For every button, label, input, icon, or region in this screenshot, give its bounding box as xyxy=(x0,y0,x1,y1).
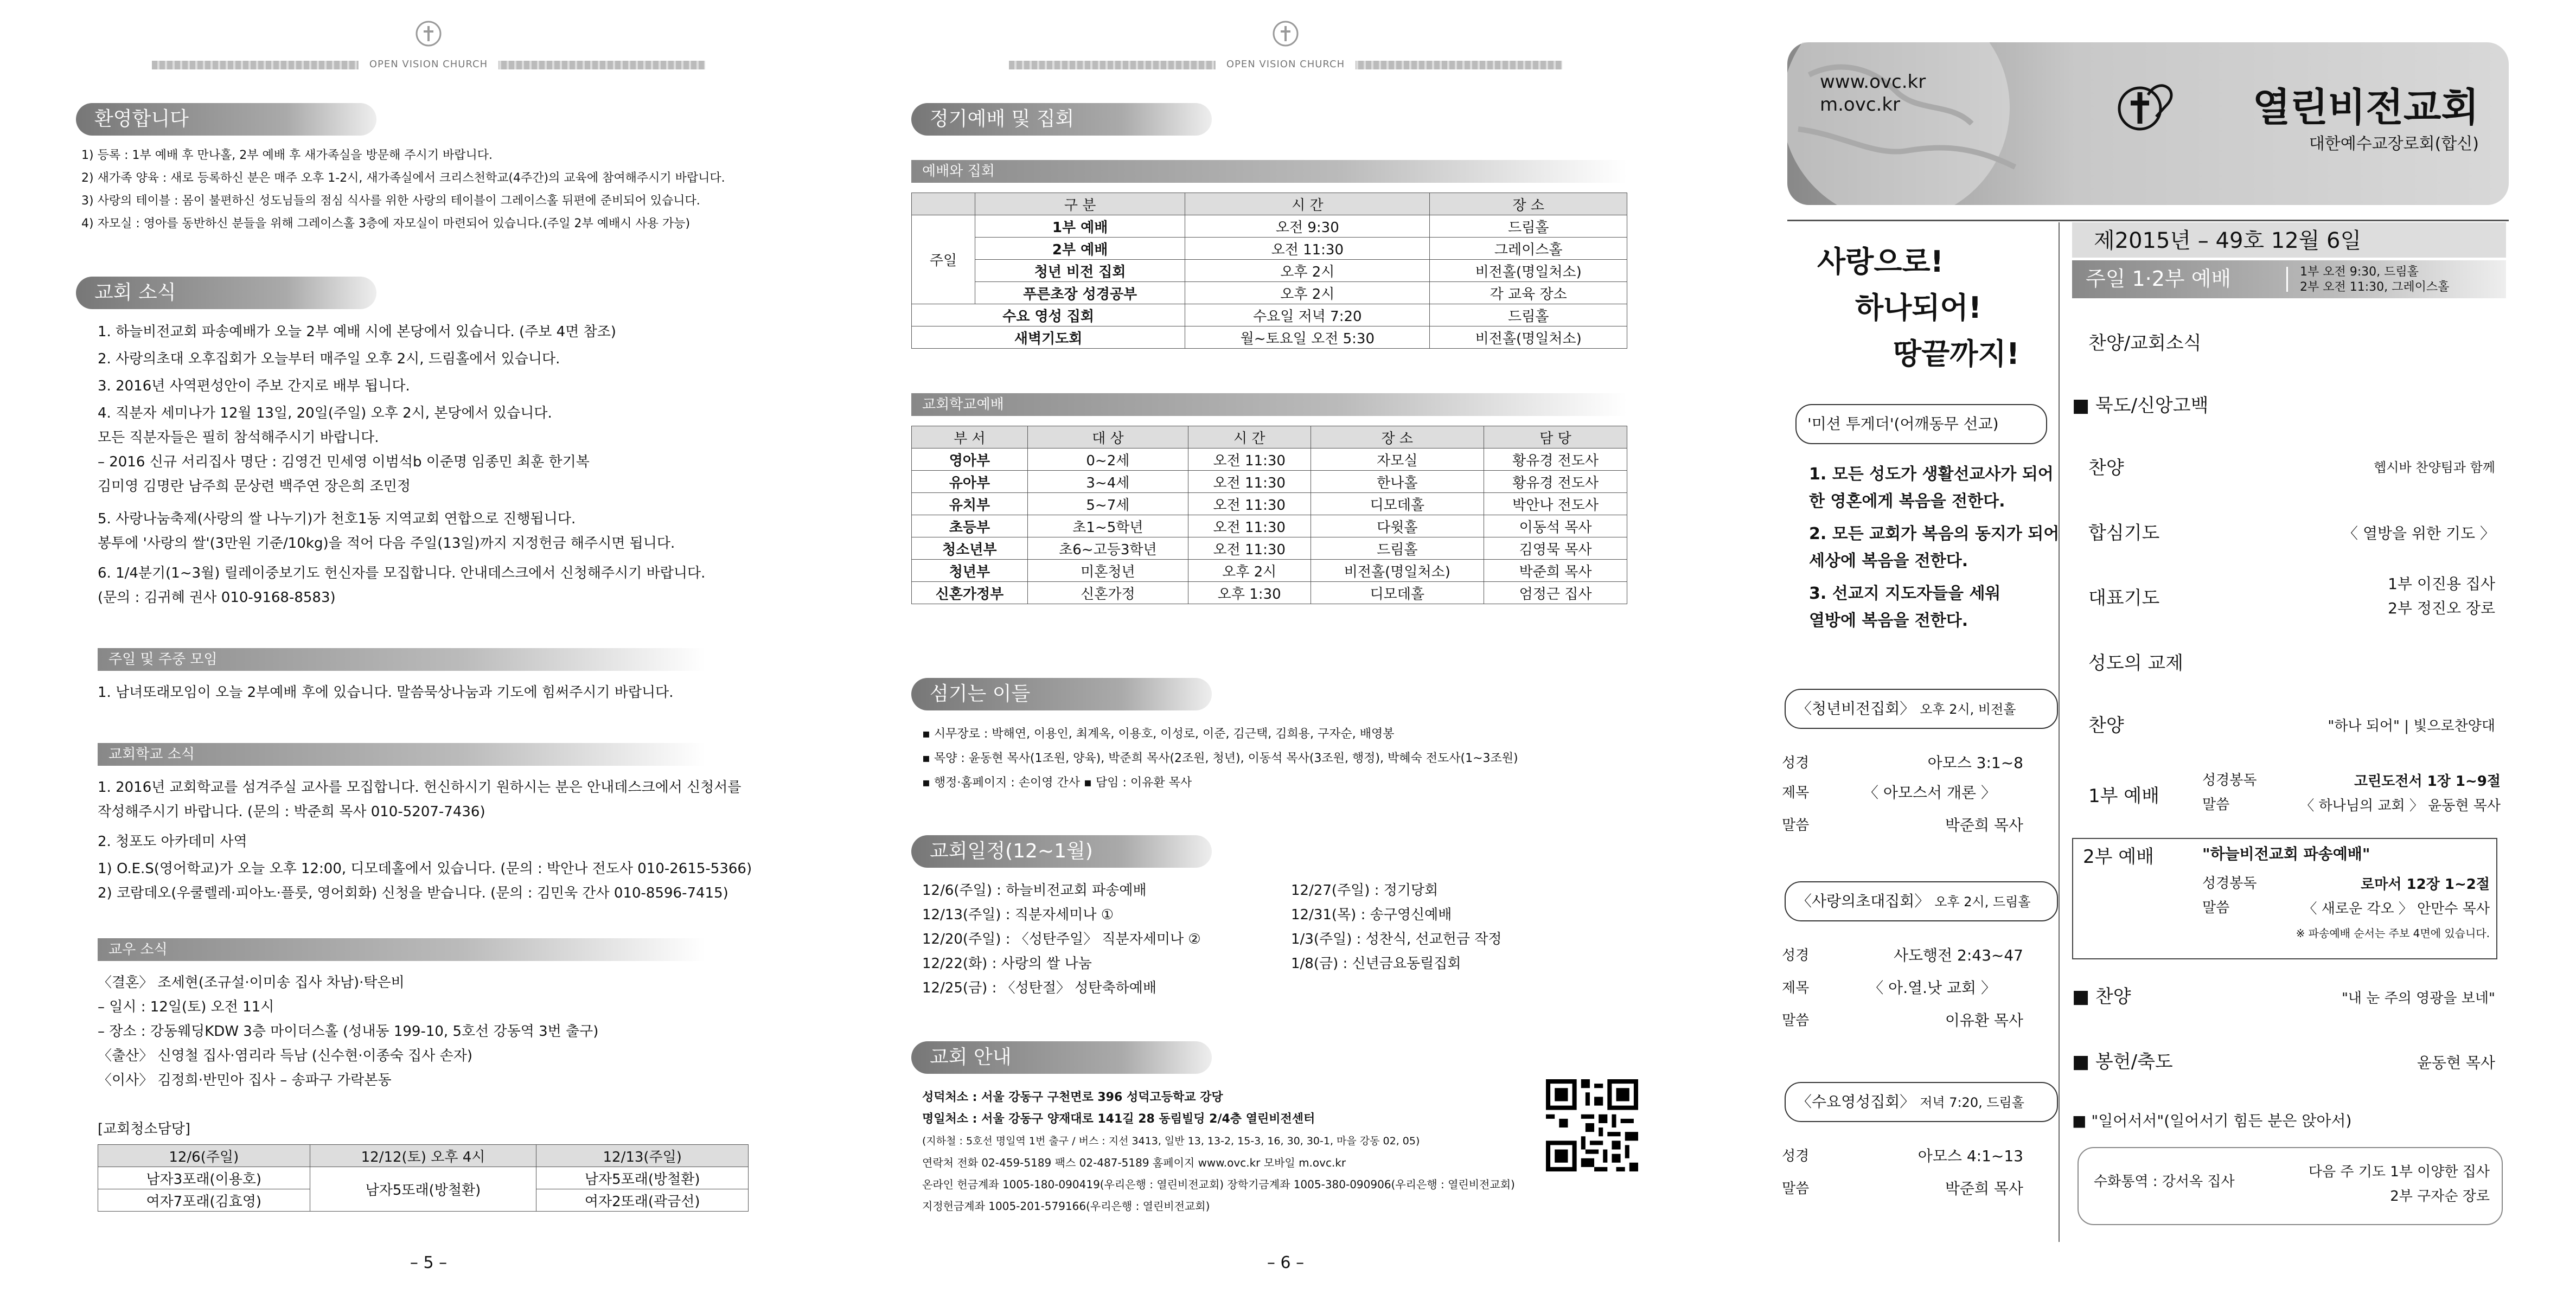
page-6 xyxy=(857,0,1714,1294)
edu-cell: 유치부 xyxy=(912,493,1028,515)
schedule-item: 12/22(화) : 사랑의 쌀 나눔 xyxy=(922,956,1092,972)
mission-line: 열방에 복음을 전한다. xyxy=(1809,611,1968,630)
page-number: – 5 – xyxy=(410,1253,448,1272)
school-line: 2) 코람데오(우쿨렐레·피아노·플룻, 영어회화) 신청을 받습니다. (문의 : 김민욱 간사 010-8596-7415) xyxy=(98,885,728,901)
cleaning-head: 12/13(주일) xyxy=(536,1145,749,1167)
order-item: ■ 찬양 xyxy=(2072,986,2131,1008)
order-item: 합심기도 xyxy=(2088,522,2160,544)
cleaning-cell: 남자3포래(이용호) xyxy=(98,1167,310,1189)
edu-cell: 초6~고등3학년 xyxy=(1027,537,1188,560)
love-label: 제목 xyxy=(1782,980,1810,996)
youth-label: 제목 xyxy=(1782,785,1810,801)
order-item: 1부 예배 xyxy=(2088,785,2159,807)
edu-cell: 자모실 xyxy=(1311,449,1484,471)
page-number: – 6 – xyxy=(1267,1253,1305,1272)
cleaning-head: 12/6(주일) xyxy=(98,1145,310,1167)
order-detail: 〈 열방을 위한 기도 〉 xyxy=(2343,524,2495,542)
love-gathering xyxy=(1785,881,2058,921)
wed-time: 저녁 7:20, 드림홀 xyxy=(1920,1095,2024,1110)
order-detail: 2부 정진오 장로 xyxy=(2388,599,2495,617)
wed-label: 성경 xyxy=(1782,1148,1810,1164)
edu-subtitle: 교회학교예배 xyxy=(911,393,1627,416)
order-item: 찬양 xyxy=(2088,457,2124,479)
section-worship: 정기예배 및 집회 xyxy=(911,103,1212,136)
edu-cell: 오전 11:30 xyxy=(1188,537,1311,560)
schedule-item: 12/25(금) : 〈성탄절〉 성탄축하예배 xyxy=(922,980,1156,996)
news-line: 3. 2016년 사역편성안이 주보 간지로 배부 됩니다. xyxy=(98,378,410,394)
cleaning-title: [교회청소담당] xyxy=(98,1121,190,1137)
church-logo-icon xyxy=(1267,16,1305,54)
worship-cell: 2부 예배 xyxy=(975,238,1185,260)
worship-table xyxy=(911,193,1627,349)
mission-line: 3. 선교지 지도자들을 세워 xyxy=(1809,584,2001,603)
guide-line: 명일처소 : 서울 강동구 양재대로 141길 28 동림빌딩 2/4층 열린비전센터 xyxy=(922,1112,1315,1126)
schedule-item: 12/31(목) : 송구영신예배 xyxy=(1291,907,1452,923)
worship-cell: 오전 11:30 xyxy=(1185,238,1430,260)
edu-cell: 엄정근 집사 xyxy=(1484,582,1627,604)
members-line: 〈이사〉 김정희·반민아 집사 – 송파구 가락본동 xyxy=(98,1072,392,1088)
mission-line: 1. 모든 성도가 생활선교사가 되어 xyxy=(1809,465,2054,484)
youth-label: 말씀 xyxy=(1782,817,1810,834)
news-line: 5. 사랑나눔축제(사랑의 쌀 나누기)가 천호1동 지역교회 연합으로 진행됩니다. xyxy=(98,511,576,527)
love-value: 이유환 목사 xyxy=(1945,1011,2023,1029)
guide-line: 성덕처소 : 서울 강동구 구천면로 396 성덕고등학교 강당 xyxy=(922,1091,1223,1104)
news-line: 1. 하늘비전교회 파송예배가 오늘 2부 예배 시에 본당에서 있습니다. (주보 4면 참조) xyxy=(98,324,616,340)
worship-cell: 청년 비전 집회 xyxy=(975,260,1185,282)
order-label: 말씀 xyxy=(2202,900,2230,916)
worship-cell: 그레이스홀 xyxy=(1430,238,1627,260)
denomination: 대한예수교장로회(합신) xyxy=(2309,134,2479,153)
worship-cell: 드림홀 xyxy=(1430,304,1627,326)
welcome-line: 2) 새가족 양육 : 새로 등록하신 분은 매주 오후 1-2시, 새가족실에서 크리스천학교(4주간)의 교육에 참여해주시기 바랍니다. xyxy=(81,171,725,185)
love-value: 사도행전 2:43~47 xyxy=(1893,946,2023,964)
edu-cell: 오후 2시 xyxy=(1188,560,1311,582)
column-divider xyxy=(2059,222,2060,1242)
edu-cell: 디모데홀 xyxy=(1311,582,1484,604)
youth-title: 〈청년비전집회〉 xyxy=(1797,700,1915,718)
worship-cell: 비전홀(명일처소) xyxy=(1430,326,1627,349)
church-logo-icon xyxy=(410,16,448,54)
cleaning-cell: 여자2또래(곽금선) xyxy=(536,1189,749,1212)
order-item: ■ 묵도/신앙고백 xyxy=(2072,395,2209,417)
members-line: 〈출산〉 신영철 집사·염리라 득남 (신수현·이종숙 집사 손자) xyxy=(98,1048,472,1064)
service-time-2: 2부 오전 11:30, 그레이스홀 xyxy=(2300,280,2450,294)
edu-cell: 오전 11:30 xyxy=(1188,449,1311,471)
slogan-line: 사랑으로! xyxy=(1817,245,1944,279)
worship-sunday: 주일 xyxy=(912,215,975,304)
news-line: – 2016 신규 서리집사 명단 : 김영건 민세영 이범석b 이준명 임종민 최훈 한기복 xyxy=(98,454,590,470)
worship-cell: 푸른초장 성경공부 xyxy=(975,282,1185,304)
news-line: 4. 직분자 세미나가 12월 13일, 20일(주일) 오후 2시, 본당에서 있습니다. xyxy=(98,405,552,421)
next-prayer-1: 다음 주 기도 1부 이양한 집사 xyxy=(2308,1164,2490,1180)
section-guide: 교회 안내 xyxy=(911,1041,1212,1074)
worship-subtitle: 예배와 집회 xyxy=(911,160,1627,183)
worship-cell: 새벽기도회 xyxy=(912,326,1185,349)
order-item: ■ "일어서서"(일어서기 힘든 분은 앉아서) xyxy=(2072,1112,2352,1130)
worship-cell: 1부 예배 xyxy=(975,215,1185,238)
wed-value: 아모스 4:1~13 xyxy=(1917,1147,2023,1165)
service-time-1: 1부 오전 9:30, 드림홀 xyxy=(2300,265,2419,279)
wed-label: 말씀 xyxy=(1782,1181,1810,1197)
edu-cell: 청년부 xyxy=(912,560,1028,582)
issue-number: 제2015년 – 49호 12월 6일 xyxy=(2094,228,2362,253)
mission-title: '미션 투게더'(어깨동무 선교) xyxy=(1795,404,2047,444)
order-detail: 〈 하나님의 교회 〉 윤동현 목사 xyxy=(2300,798,2501,814)
welcome-line: 3) 사랑의 테이블 : 몸이 불편하신 성도님들의 점심 식사를 위한 사랑의 테이블이 그레이스홀 뒤편에 준비되어 있습니다. xyxy=(81,194,700,208)
welcome-line: 1) 등록 : 1부 예배 후 만나홀, 2부 예배 후 새가족실을 방문해 주시기 바랍니다. xyxy=(81,149,493,162)
love-label: 성경 xyxy=(1782,947,1810,964)
order-detail: 1부 이진용 집사 xyxy=(2388,575,2495,593)
order-note: ※ 파송예배 순서는 주보 4면에 있습니다. xyxy=(2296,927,2490,940)
edu-cell: 한나홀 xyxy=(1311,471,1484,493)
edu-cell: 초등부 xyxy=(912,515,1028,537)
order-detail: 〈 새로운 각오 〉 안만수 목사 xyxy=(2303,901,2490,917)
edu-cell: 영아부 xyxy=(912,449,1028,471)
edu-cell: 박안나 전도사 xyxy=(1484,493,1627,515)
school-line: 작성해주시기 바랍니다. (문의 : 박준희 목사 010-5207-7436) xyxy=(98,804,485,820)
youth-value: 박준희 목사 xyxy=(1945,816,2023,834)
church-name: 열린비전교회 xyxy=(2252,85,2479,130)
edu-cell: 5~7세 xyxy=(1027,493,1188,515)
edu-head: 대 상 xyxy=(1027,426,1188,449)
page-5 xyxy=(0,0,857,1294)
welcome-line: 4) 자모실 : 영아를 동반하신 분들을 위해 그레이스홀 3층에 자모실이 마련되어 있습니다.(주일 2부 예배시 사용 가능) xyxy=(81,217,691,230)
worship-head: 구 분 xyxy=(975,193,1185,215)
love-title: 〈사랑의초대집회〉 xyxy=(1797,892,1930,910)
love-label: 말씀 xyxy=(1782,1013,1810,1029)
edu-cell: 0~2세 xyxy=(1027,449,1188,471)
schedule-item: 12/27(주일) : 정기당회 xyxy=(1291,882,1439,899)
edu-cell: 오전 11:30 xyxy=(1188,515,1311,537)
news-line: 봉투에 '사랑의 쌀'(3만원 기준/10kg)을 적어 다음 주일(13일)까지 지정헌금 해주시면 됩니다. xyxy=(98,535,675,552)
mobile-link[interactable]: m.ovc.kr xyxy=(1820,94,1901,116)
edu-cell: 드림홀 xyxy=(1311,537,1484,560)
order-item: 성도의 교제 xyxy=(2088,652,2184,674)
qr-code-icon[interactable] xyxy=(1546,1079,1638,1171)
news-line: 김미영 김명란 남주희 문상련 백주연 장은희 조민정 xyxy=(98,478,411,495)
edu-head: 부 서 xyxy=(912,426,1028,449)
worship-head: 시 간 xyxy=(1185,193,1430,215)
worship-cell: 수요 영성 집회 xyxy=(912,304,1185,326)
schedule-item: 12/20(주일) : 〈성탄주일〉 직분자세미나 ② xyxy=(922,931,1201,947)
worship-cell: 드림홀 xyxy=(1430,215,1627,238)
youth-value: 아모스 3:1~8 xyxy=(1927,754,2023,772)
order-detail: "내 눈 주의 영광을 보네" xyxy=(2341,990,2495,1007)
order-detail: 고린도전서 1장 1~9절 xyxy=(2354,773,2501,790)
order-detail: 윤동현 목사 xyxy=(2417,1054,2495,1072)
cleaning-cell: 여자7포래(김효영) xyxy=(98,1189,310,1212)
members-line: 〈결혼〉 조세현(조규설·이미송 집사 차남)·탁은비 xyxy=(98,975,405,991)
edu-head: 담 당 xyxy=(1484,426,1627,449)
edu-cell: 신혼가정 xyxy=(1027,582,1188,604)
servants-line: ▪ 목양 : 윤동현 목사(1조원, 양육), 박준희 목사(2조원, 청년), 이동석 목사(3조원, 행정), 박혜숙 전도사(1~3조원) xyxy=(922,752,1518,765)
order-item: 대표기도 xyxy=(2088,587,2160,609)
edu-cell: 유아부 xyxy=(912,471,1028,493)
guide-line: 온라인 헌금계좌 1005-180-090419(우리은행 : 열린비전교회) 장학기금계좌 1005-380-090906(우리은행 : 열린비전교회) xyxy=(922,1178,1515,1191)
news-line: (문의 : 김귀혜 권사 010-9168-8583) xyxy=(98,590,336,606)
edu-table xyxy=(911,426,1627,604)
interpreter: 수화통역 : 강서옥 집사 xyxy=(2094,1174,2235,1190)
cleaning-table xyxy=(98,1144,749,1212)
edu-cell: 오후 1:30 xyxy=(1188,582,1311,604)
divider xyxy=(1787,220,2509,221)
edu-cell: 다윗홀 xyxy=(1311,515,1484,537)
youth-time: 오후 2시, 비전홀 xyxy=(1920,702,2016,717)
next-prayer-2: 2부 구자순 장로 xyxy=(2390,1188,2490,1205)
news-line: 모든 직분자들은 필히 참석해주시기 바랍니다. xyxy=(98,430,379,446)
worship-cell: 비전홀(명일처소) xyxy=(1430,260,1627,282)
edu-cell: 이동석 목사 xyxy=(1484,515,1627,537)
wed-title: 〈수요영성집회〉 xyxy=(1797,1093,1915,1111)
url-block xyxy=(1820,71,1926,116)
worship-cell: 월~토요일 오전 5:30 xyxy=(1185,326,1430,349)
edu-cell: 미혼청년 xyxy=(1027,560,1188,582)
guide-line: 연락처 전화 02-459-5189 팩스 02-487-5189 홈페이지 www.ovc.kr 모바일 m.ovc.kr xyxy=(922,1156,1346,1169)
edu-cell: 디모데홀 xyxy=(1311,493,1484,515)
slogan-line: 땅끝까지! xyxy=(1893,337,2020,371)
members-line: – 장소 : 강동웨딩KDW 3층 마이더스홀 (성내동 199-10, 5호선 강동역 3번 출구) xyxy=(98,1023,599,1040)
servants-line: ▪ 시무장로 : 박해연, 이용인, 최계옥, 이용호, 이성로, 이준, 김근택, 김희용, 구자순, 배영봉 xyxy=(922,727,1395,741)
schedule-item: 1/3(주일) : 성찬식, 선교헌금 작정 xyxy=(1291,931,1502,947)
news-line: 2. 사랑의초대 오후집회가 오늘부터 매주일 오후 2시, 드림홀에서 있습니다. xyxy=(98,351,560,367)
order-label: 성경봉독 xyxy=(2202,772,2257,789)
page-header xyxy=(0,16,857,76)
website-link[interactable]: www.ovc.kr xyxy=(1820,71,1926,93)
front-page xyxy=(1714,0,2576,1294)
section-schedule: 교회일정(12~1월) xyxy=(911,835,1212,868)
school-line: 2. 청포도 아카데미 사역 xyxy=(98,834,247,850)
section-school-news: 교회학교 소식 xyxy=(98,743,705,766)
section-meetings: 주일 및 주중 모임 xyxy=(98,648,705,671)
edu-head: 시 간 xyxy=(1188,426,1311,449)
wed-gathering xyxy=(1785,1082,2058,1122)
edu-cell: 박준희 목사 xyxy=(1484,560,1627,582)
order-item: 찬양/교회소식 xyxy=(2088,332,2202,354)
mission-line: 한 영혼에게 복음을 전한다. xyxy=(1809,492,2005,511)
worship-cell: 오후 2시 xyxy=(1185,282,1430,304)
youth-value: 〈 아모스서 개론 〉 xyxy=(1863,784,1996,802)
news-line: 6. 1/4분기(1~3월) 릴레이중보기도 헌신자를 모집합니다. 안내데스크에서 신청해주시기 바랍니다. xyxy=(98,565,706,581)
worship-cell: 오후 2시 xyxy=(1185,260,1430,282)
edu-cell: 황유경 전도사 xyxy=(1484,471,1627,493)
youth-label: 성경 xyxy=(1782,755,1810,771)
order-detail: "하늘비전교회 파송예배" xyxy=(2202,845,2370,863)
edu-cell: 비전홀(명일처소) xyxy=(1311,560,1484,582)
wed-value: 박준희 목사 xyxy=(1945,1180,2023,1197)
header-brand: OPEN VISION CHURCH xyxy=(359,59,498,70)
order-label: 말씀 xyxy=(2202,797,2230,813)
edu-cell: 3~4세 xyxy=(1027,471,1188,493)
cleaning-head: 12/12(토) 오후 4시 xyxy=(310,1145,536,1167)
order-detail: 로마서 12장 1~2절 xyxy=(2361,876,2490,893)
edu-cell: 청소년부 xyxy=(912,537,1028,560)
worship-cell: 오전 9:30 xyxy=(1185,215,1430,238)
edu-cell: 오전 11:30 xyxy=(1188,493,1311,515)
section-members: 교우 소식 xyxy=(98,938,705,961)
worship-cell: 각 교육 장소 xyxy=(1430,282,1627,304)
edu-cell: 황유경 전도사 xyxy=(1484,449,1627,471)
order-item: ■ 봉헌/축도 xyxy=(2072,1051,2173,1073)
order-detail: "하나 되어" | 빛으로찬양대 xyxy=(2328,718,2495,734)
edu-cell: 김영묵 목사 xyxy=(1484,537,1627,560)
members-line: – 일시 : 12일(토) 오전 11시 xyxy=(98,999,274,1015)
header-brand: OPEN VISION CHURCH xyxy=(1216,59,1356,70)
service-title: 주일 1·2부 예배 xyxy=(2086,267,2232,291)
edu-cell: 초1~5학년 xyxy=(1027,515,1188,537)
youth-gathering xyxy=(1785,689,2058,729)
schedule-item: 12/6(주일) : 하늘비전교회 파송예배 xyxy=(922,882,1147,899)
guide-line: (지하철 : 5호선 명일역 1번 출구 / 버스 : 지선 3413, 일반 13, 13-2, 15-3, 16, 30, 30-1, 마을 강동 02, 05) xyxy=(922,1135,1420,1147)
mission-line: 세상에 복음을 전한다. xyxy=(1809,552,1968,571)
order-label: 성경봉독 xyxy=(2202,875,2257,892)
schedule-item: 12/13(주일) : 직분자세미나 ① xyxy=(922,907,1114,923)
school-line: 1) O.E.S(영어학교)가 오늘 오후 12:00, 디모데홀에서 있습니다. (문의 : 박안나 전도사 010-2615-5366) xyxy=(98,861,752,877)
school-line: 1. 2016년 교회학교를 섬겨주실 교사를 모집합니다. 헌신하시기 원하시는 분은 안내데스크에서 신청서를 xyxy=(98,779,742,796)
cleaning-cell: 남자5또래(방철환) xyxy=(310,1167,536,1212)
worship-cell: 수요일 저녁 7:20 xyxy=(1185,304,1430,326)
edu-head: 장 소 xyxy=(1311,426,1484,449)
cleaning-cell: 남자5포래(방철환) xyxy=(536,1167,749,1189)
schedule-item: 1/8(금) : 신년금요동릴집회 xyxy=(1291,956,1461,972)
order-item: 2부 예배 xyxy=(2083,846,2154,868)
order-detail: 헵시바 찬양팀과 함께 xyxy=(2374,460,2495,475)
edu-cell: 오전 11:30 xyxy=(1188,471,1311,493)
section-welcome: 환영합니다 xyxy=(76,103,376,136)
worship-head: 장 소 xyxy=(1430,193,1627,215)
section-servants: 섬기는 이들 xyxy=(911,678,1212,710)
section-news: 교회 소식 xyxy=(76,277,376,309)
meetings-line: 1. 남녀또래모임이 오늘 2부예배 후에 있습니다. 말씀묵상나눔과 기도에 힘써주시기 바랍니다. xyxy=(98,684,674,701)
order-item: 찬양 xyxy=(2088,715,2124,736)
guide-line: 지정헌금계좌 1005-201-579166(우리은행 : 열린비전교회) xyxy=(922,1200,1210,1213)
page-header xyxy=(857,16,1714,76)
edu-cell: 신혼가정부 xyxy=(912,582,1028,604)
love-time: 오후 2시, 드림홀 xyxy=(1934,894,2031,909)
love-value: 〈 아.열.낫 교회 〉 xyxy=(1868,979,1996,997)
mission-line: 2. 모든 교회가 복음의 동지가 되어 xyxy=(1809,524,2060,543)
slogan-line: 하나되어! xyxy=(1855,291,1982,325)
servants-line: ▪ 행정·홈페이지 : 손이영 간사 ▪ 담임 : 이유환 목사 xyxy=(922,776,1192,790)
